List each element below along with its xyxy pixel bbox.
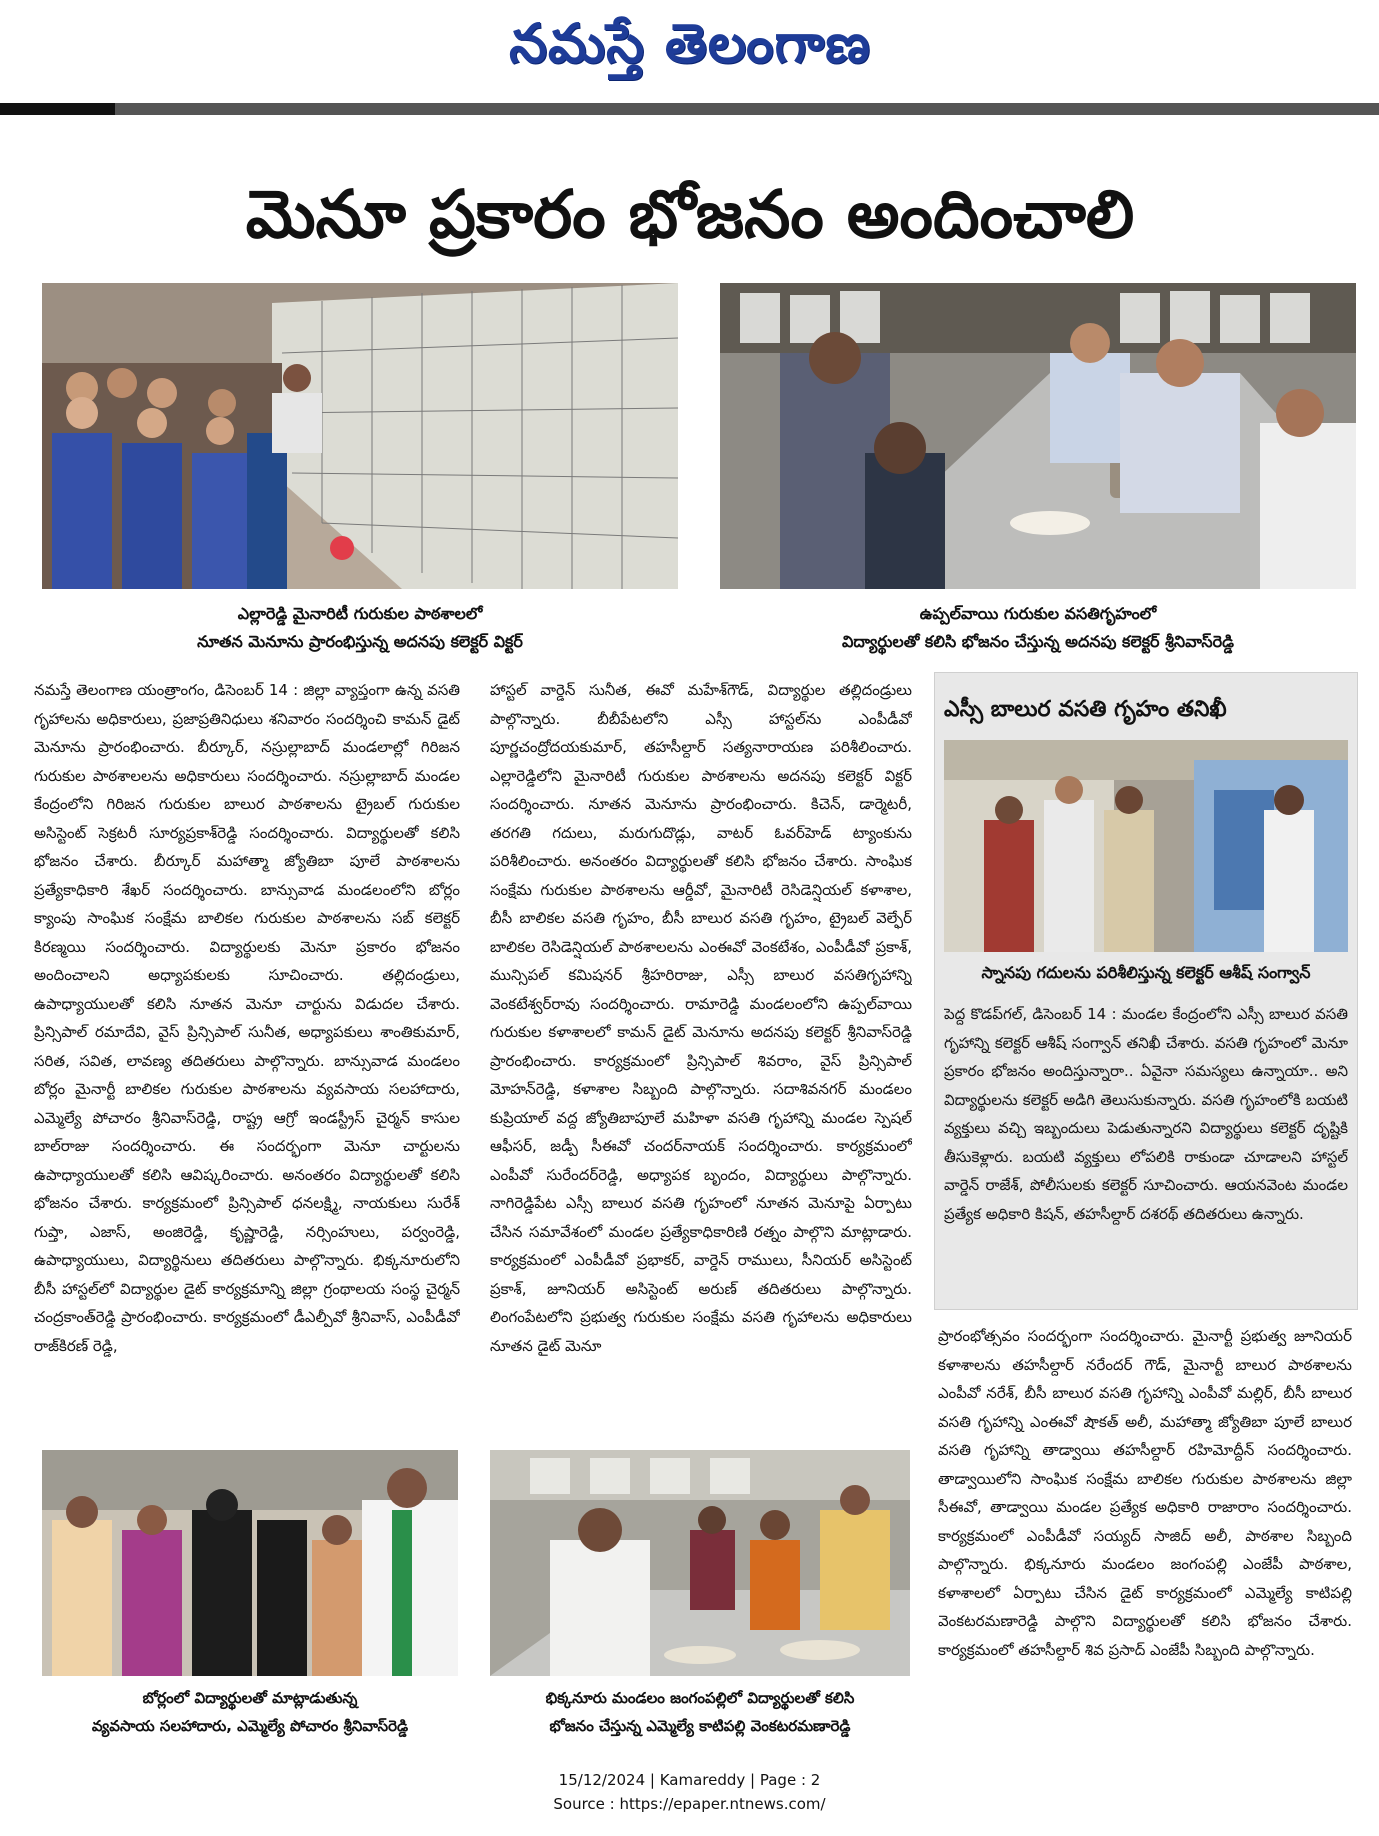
- photo-caption-menu-chart: [42, 600, 678, 660]
- masthead-rule-accent: [0, 103, 115, 115]
- masthead: [0, 0, 1379, 100]
- footer-date-edition: 15/12/2024 | Kamareddy | Page : 2: [558, 1771, 821, 1789]
- caption-line: ఎల్లారెడ్డి మైనారిటీ గురుకుల పాఠశాలలో: [237, 604, 483, 623]
- caption-line: బోర్లంలో విద్యార్థులతో మాట్లాడుతున్న: [142, 1689, 358, 1707]
- photo-jangampalli-lunch: [490, 1450, 910, 1676]
- photo-caption-dining-hall: [720, 600, 1356, 660]
- sidebar-title: ఎస్సీ బాలుర వసతి గృహం తనిఖీ: [944, 697, 1227, 722]
- article-text: ప్రారంభోత్సవం సందర్భంగా సందర్శించారు. మైనార్టీ ప్రభుత్వ జూనియర్ కళాశాలను తహసీల్దార్ నరేందర్ గౌడ్, మైనార్టీ బాలుర పాఠశాలను ఎంపీవో నరేశ్, బీసీ బాలుర వసతి గృహాన్ని ఎంపీవో మల్లిర్, బీసీ బాలుర వసతి గృహాన్ని ఎంఈవో షౌకత్ అలీ, మహాత్మా జ్యోతిబా పూలే బాలుర వసతి గృహాన్ని తాడ్వాయి తహసీల్దార్ రహిమోద్దీన్ సందర్శించారు. తాడ్వాయిలోని సాంఘిక సంక్షేమ బాలికల గురుకుల పాఠశాలను జిల్లా సీఈవో, తాడ్వాయి మండల ప్రత్యేక అధికారి రాజారాం సందర్శించారు. కార్యక్రమంలో ఎంపీడీవో సయ్యద్ సాజిద్ అలీ, పాఠశాల సిబ్బంది పాల్గొన్నారు. భిక్కనూరు మండలం జంగంపల్లి ఎంజేపీ పాఠశాల, కళాశాలలో ఏర్పాటు చేసిన డైట్ కార్యక్రమంలో ఎమ్మెల్యే కాటిపల్లి వెంకటరమణారెడ్డి పాల్గొని విద్యార్థులతో కలిసి భోజనం చేశారు. కార్యక్రమంలో తహసీల్దార్ శివ ప్రసాద్ ఎంజేపీ సిబ్బంది పాల్గొన్నారు.: [938, 1327, 1352, 1659]
- caption-line: భిక్కనూరు మండలం జంగంపల్లిలో విద్యార్థులతో కలిసి: [545, 1689, 855, 1707]
- article-text: హాస్టల్ వార్డెన్ సునీత, ఈవో మహేశ్‌గౌడ్, విద్యార్థుల తల్లిదండ్రులు పాల్గొన్నారు. బీబీపేటలోని ఎస్సీ హాస్టల్‌ను ఎంపీడీవో పూర్ణచంద్రోదయకుమార్, తహసీల్దార్ సత్యనారాయణ పరిశీలించారు. ఎల్లారెడ్డిలోని మైనారిటీ గురుకుల పాఠశాలను అదనపు కలెక్టర్ విక్టర్ సందర్శించారు. నూతన మెనూను ప్రారంభించారు. కిచెన్, డార్మెటరీ, తరగతి గదులు, మరుగుదొడ్లు, వాటర్ ఓవర్‌హెడ్ ట్యాంకును పరిశీలించారు. అనంతరం విద్యార్థులతో కలిసి భోజనం చేశారు. సాంఘిక సంక్షేమ గురుకుల పాఠశాలను ఆర్డీవో, మైనారిటీ రెసిడెన్షియల్ కళాశాల, బీసీ బాలికల వసతి గృహం, బీసీ బాలుర వసతి గృహం, ట్రైబల్ వెల్ఫేర్ బాలికల రెసిడెన్షియల్ పాఠశాలలను ఎంఈవో వెంకటేశం, ఎంపీడీవో ప్రకాశ్, మున్సిపల్ కమిషనర్ శ్రీహరిరాజు, ఎస్సీ బాలుర వసతిగృహాన్ని వెంకటేశ్వర్‌రావు సందర్శించారు. రామారెడ్డి మండలంలోని ఉప్పల్‌వాయి గురుకుల కళాశాలలో కామన్ డైట్ మెనూను అదనపు కలెక్టర్ శ్రీనివాస్‌రెడ్డి ప్రారంభించారు. కార్యక్రమంలో ప్రిన్సిపాల్ శివరాం, వైస్ ప్రిన్సిపాల్ మోహన్‌రెడ్డి, కళాశాల సిబ్బంది పాల్గొన్నారు. సదాశివనగర్ మండలం కుప్రియాల్ వద్ద జ్యోతిబాపూలే మహిళా వసతి గృహాన్ని మండల స్పెషల్ ఆఫీసర్, జడ్పీ సీఈవో చందర్‌నాయక్ సందర్శించారు. కార్యక్రమంలో ఎంపీవో సురేందర్‌రెడ్డి, అధ్యాపక బృందం, విద్యార్థులు పాల్గొన్నారు. నాగిరెడ్డిపేట ఎస్సీ బాలుర వసతి గృహంలో నూతన మెనూపై ఏర్పాటు చేసిన సమావేశంలో మండల ప్రత్యేకాధికారిణి రత్నం పాల్గొని మాట్లాడారు. కార్యక్రమంలో ఎంపీడీవో ప్రభాకర్, వార్డెన్ రాములు, సీనియర్ అసిస్టెంట్ ప్రకాశ్, జూనియర్ అసిస్టెంట్ అరుణ్ తదితరులు పాల్గొన్నారు. లింగంపేటలోని ప్రభుత్వ గురుకుల సంక్షేమ వసతి గృహాలను అధికారులు నూతన డైట్ మెనూ: [490, 681, 912, 1355]
- sidebar-body: [944, 1000, 1348, 1300]
- article-column-3: [938, 1322, 1352, 1712]
- sidebar-photo-caption: స్నానపు గదులను పరిశీలిస్తున్న కలెక్టర్ ఆశీష్ సంగ్వాన్: [981, 963, 1311, 982]
- caption-line: విద్యార్థులతో కలిసి భోజనం చేస్తున్న అదనపు కలెక్టర్ శ్రీనివాస్‌రెడ్డి: [842, 632, 1234, 651]
- page-footer: [0, 1768, 1379, 1828]
- masthead-rule: [0, 103, 1379, 115]
- article-column-2: [490, 676, 912, 1418]
- photo-caption-jangampalli-lunch: [490, 1684, 910, 1744]
- page-headline: మెనూ ప్రకారం భోజనం అందించాలి: [245, 176, 1135, 253]
- photo-dining-hall: [720, 283, 1356, 589]
- photo-bathroom-inspection: [944, 740, 1348, 952]
- caption-line: వ్యవసాయ సలహాదారు, ఎమ్మెల్యే పోచారం శ్రీనివాస్‌రెడ్డి: [91, 1717, 409, 1735]
- article-column-1: [34, 676, 460, 1418]
- photo-borlam-visit: [42, 1450, 458, 1676]
- sidebar-text: పెద్ద కొడప్‌గల్, డిసెంబర్ 14 : మండల కేంద్రంలోని ఎస్సీ బాలుర వసతి గృహాన్ని కలెక్టర్ ఆశీష్ సంగ్వాన్ తనిఖీ చేశారు. వసతి గృహంలో మెనూ ప్రకారం భోజనం అందిస్తున్నారా.. ఏవైనా సమస్యలు ఉన్నాయా.. అని విద్యార్థులను కలెక్టర్ అడిగి తెలుసుకున్నారు. వసతి గృహంలోకి బయటి వ్యక్తులు వచ్చి ఇబ్బందులు పెడుతున్నారని విద్యార్థులు కలెక్టర్ దృష్టికి తీసుకెళ్లారు. బయటి వ్యక్తులు లోపలికి రాకుండా చూడాలని హాస్టల్ వార్డెన్ రాజేశ్, పోలీసులకు కలెక్టర్ సూచించారు. ఆయనవెంట మండల ప్రత్యేక అధికారి కిషన్, తహసీల్దార్ దశరథ్ తదితరులు ఉన్నారు.: [944, 1005, 1348, 1223]
- caption-line: ఉప్పల్‌వాయి గురుకుల వసతిగృహంలో: [919, 604, 1157, 623]
- photo-menu-chart: [42, 283, 678, 589]
- newspaper-logo: నమస్తే తెలంగాణ: [509, 11, 871, 75]
- photo-caption-borlam-visit: [42, 1684, 458, 1744]
- footer-source-link[interactable]: Source : https://epaper.ntnews.com/: [553, 1795, 826, 1813]
- article-text: నమస్తే తెలంగాణ యంత్రాంగం, డిసెంబర్ 14 : జిల్లా వ్యాప్తంగా ఉన్న వసతి గృహాలను అధికారులు, ప్రజాప్రతినిధులు శనివారం సందర్శించి కామన్ డైట్ మెనూను ప్రారంభించారు. బీర్కూర్, నస్రుల్లాబాద్ మండలాల్లో గిరిజన గురుకుల పాఠశాలలను అధికారులు సందర్శించారు. నస్రుల్లాబాద్ మండల కేంద్రంలోని గిరిజన గురుకుల బాలుర పాఠశాలను ట్రైబల్ గురుకుల అసిస్టెంట్ సెక్రటరీ సూర్యప్రకాశ్‌రెడ్డి సందర్శించారు. విద్యార్థులతో కలిసి భోజనం చేశారు. బీర్కూర్ మహాత్మా జ్యోతిబా పూలే పాఠశాలను ప్రత్యేకాధికారి శేఖర్ సందర్శించారు. బాన్సువాడ మండలంలోని బోర్లం క్యాంపు సాంఘిక సంక్షేమ బాలికల గురుకుల పాఠశాలను సబ్ కలెక్టర్ కిరణ్మయి సందర్శించారు. విద్యార్థులకు మెనూ ప్రకారం భోజనం అందించాలని అధ్యాపకులకు సూచించారు. తల్లిదండ్రులు, ఉపాధ్యాయులతో కలిసి నూతన మెనూ చార్టును విడుదల చేశారు. ప్రిన్సిపాల్ రమాదేవి, వైస్ ప్రిన్సిపాల్ సునీత, అధ్యాపకులు శాంతికుమార్, సరిత, సవిత, లావణ్య తదితరులు పాల్గొన్నారు. బాన్సువాడ మండలం బోర్లం మైనార్టీ బాలికల గురుకుల పాఠశాలను వ్యవసాయ సలహాదారు, ఎమ్మెల్యే పోచారం శ్రీనివాస్‌రెడ్డి, రాష్ట్ర ఆగ్రో ఇండస్ట్రీస్ చైర్మన్ కాసుల బాల్‌రాజు సందర్శించారు. ఈ సందర్భంగా మెనూ చార్టులను ఉపాధ్యాయులతో కలిసి ఆవిష్కరించారు. అనంతరం విద్యార్థులతో కలిసి భోజనం చేశారు. కార్యక్రమంలో ప్రిన్సిపాల్ ధనలక్ష్మి, నాయకులు సురేశ్ గుప్తా, ఎజాస్, అంజిరెడ్డి, కృష్ణారెడ్డి, నర్సింహులు, పర్వంరెడ్డి, ఉపాధ్యాయులు, విద్యార్థినులు తదితరులు పాల్గొన్నారు. భిక్కనూరులోని బీసీ హాస్టల్‌లో విద్యార్థుల డైట్ కార్యక్రమాన్ని జిల్లా గ్రంథాలయ సంస్థ చైర్మన్ చంద్రకాంత్‌రెడ్డి ప్రారంభించారు. కార్యక్రమంలో డీఎల్పీవో శ్రీనివాస్, ఎంపీడీవో రాజ్‌కిరణ్ రెడ్డి,: [34, 681, 460, 1355]
- caption-line: భోజనం చేస్తున్న ఎమ్మెల్యే కాటిపల్లి వెంకటరమణారెడ్డి: [549, 1717, 851, 1735]
- caption-line: నూతన మెనూను ప్రారంభిస్తున్న అదనపు కలెక్టర్ విక్టర్: [197, 632, 523, 651]
